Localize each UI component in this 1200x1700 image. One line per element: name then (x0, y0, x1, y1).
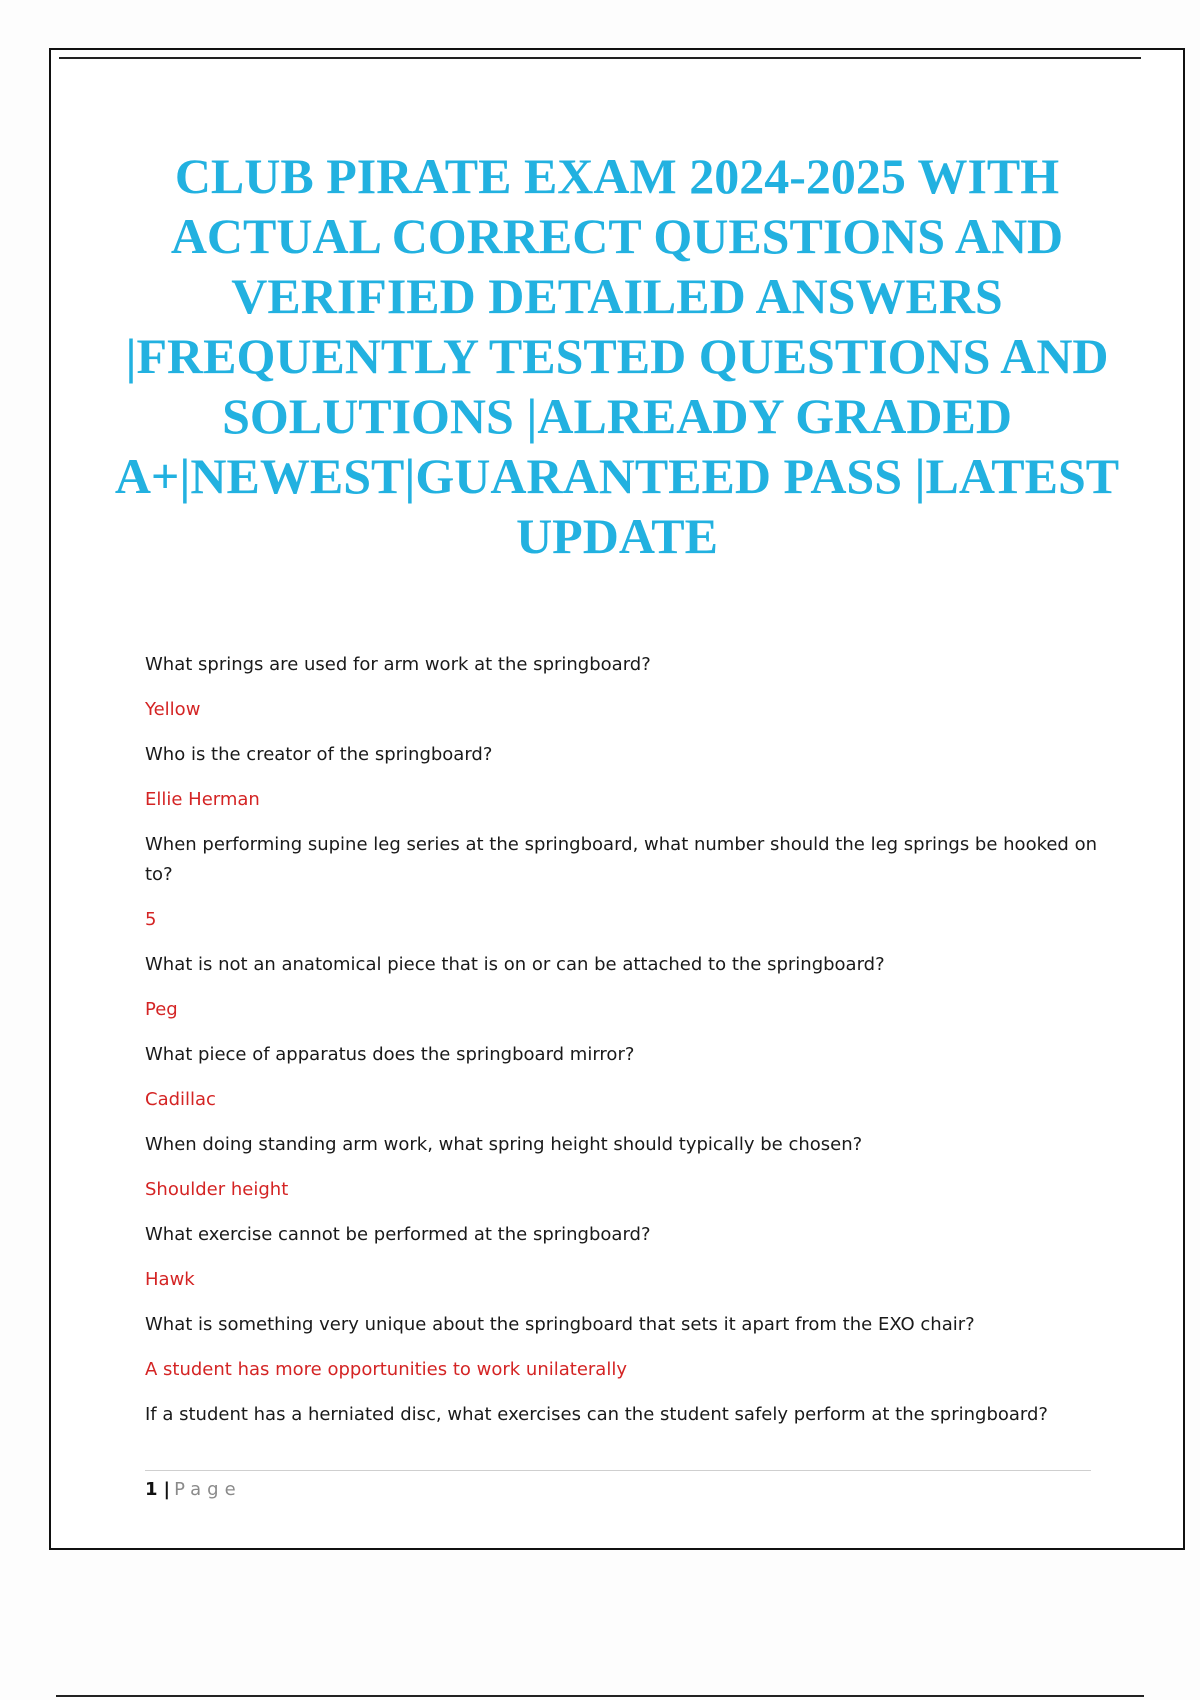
page-separator: | (163, 1479, 171, 1500)
qa-item (145, 740, 1113, 815)
qa-item (145, 1130, 1113, 1205)
question-text: What springs are used for arm work at the springboard? (145, 654, 651, 675)
document-page (49, 48, 1185, 1550)
next-page-divider (56, 1695, 1144, 1697)
page-label: Page (174, 1479, 242, 1500)
top-divider (59, 57, 1141, 59)
document-title: CLUB PIRATE EXAM 2024-2025 WITH ACTUAL CORRECT QUESTIONS AND VERIFIED DETAILED ANSWERS |FREQUENTLY TESTED QUESTIONS AND SOLUTIONS |ALREADY GRADED A+|NEWEST|GUARANTEED PASS |LATEST UPDATE (114, 148, 1120, 564)
answer-text: Hawk (145, 1269, 195, 1290)
question-text: When doing standing arm work, what spring height should typically be chosen? (145, 1134, 863, 1155)
answer-text: Shoulder height (145, 1179, 289, 1200)
qa-item (145, 650, 1113, 725)
qa-item (145, 1040, 1113, 1115)
page-number: 1 (145, 1479, 158, 1500)
footer-divider (145, 1470, 1091, 1471)
question-text: Who is the creator of the springboard? (145, 744, 493, 765)
question-text: What is not an anatomical piece that is on or can be attached to the springboard? (145, 954, 885, 975)
answer-text: Peg (145, 999, 178, 1020)
question-text: When performing supine leg series at the springboard, what number should the leg springs be hooked on to? (145, 834, 1098, 885)
answer-text: 5 (145, 909, 157, 930)
question-text: What piece of apparatus does the springboard mirror? (145, 1044, 635, 1065)
answer-text: A student has more opportunities to work unilaterally (145, 1359, 627, 1380)
qa-item (145, 950, 1113, 1025)
answer-text: Cadillac (145, 1089, 216, 1110)
page-footer (145, 1476, 242, 1504)
answer-text: Ellie Herman (145, 789, 260, 810)
question-text: If a student has a herniated disc, what exercises can the student safely perform at the springboard? (145, 1404, 1048, 1425)
question-text: What is something very unique about the springboard that sets it apart from the EXO chair? (145, 1314, 975, 1335)
qa-item (145, 1400, 1113, 1430)
qa-item (145, 830, 1113, 935)
qa-item (145, 1220, 1113, 1295)
qa-item (145, 1310, 1113, 1385)
answer-text: Yellow (145, 699, 201, 720)
question-text: What exercise cannot be performed at the springboard? (145, 1224, 651, 1245)
qa-list (145, 650, 1113, 1445)
